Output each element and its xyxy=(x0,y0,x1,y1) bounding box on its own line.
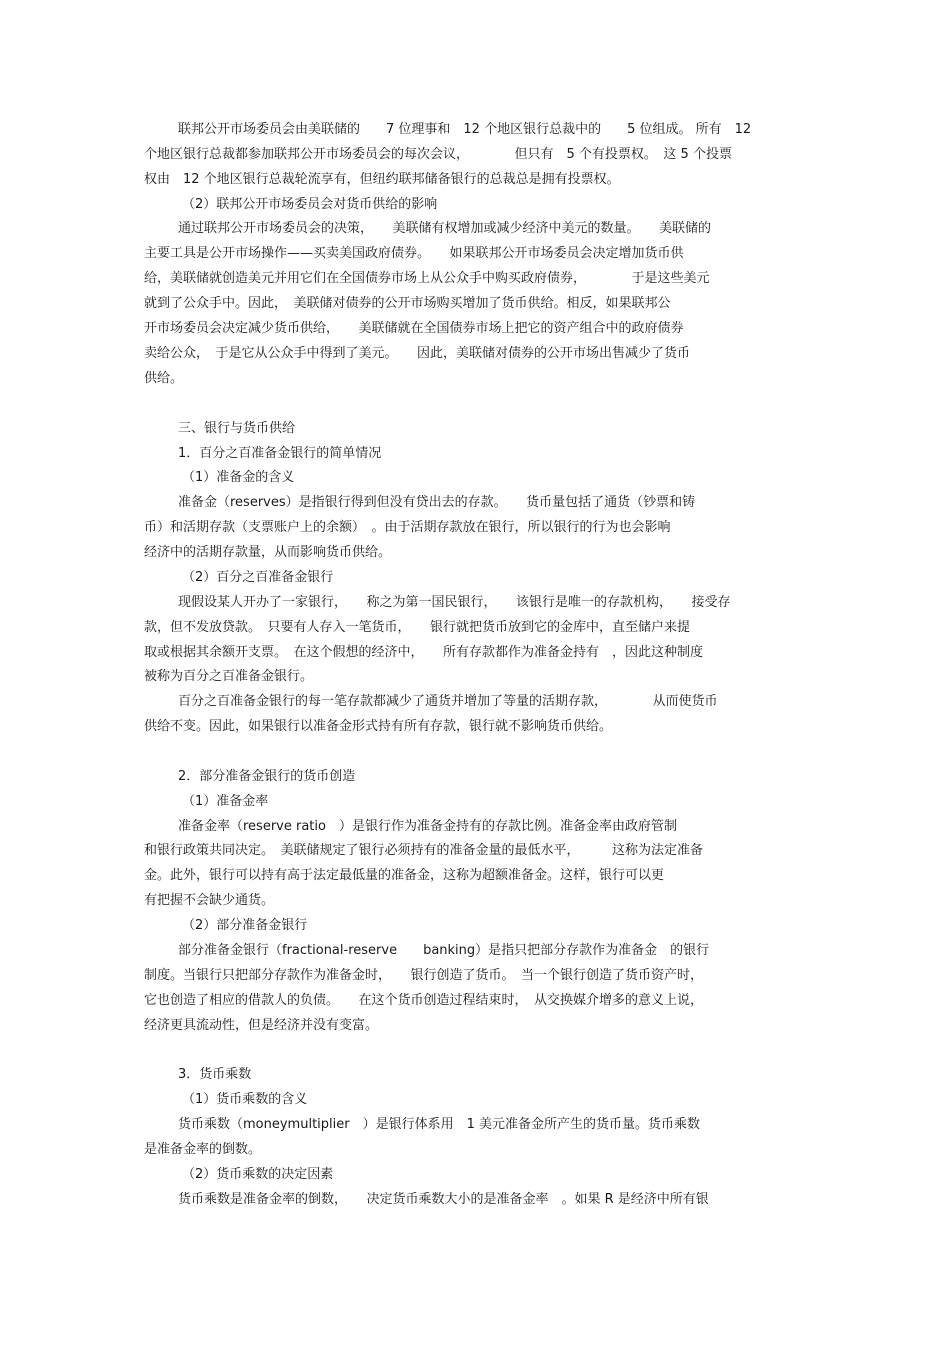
text-line: 部分准备金银行（fractional-reserve banking）是指只把部分存款作为准备金 的银行 xyxy=(178,943,710,958)
text-line: 是准备金率的倒数。 xyxy=(144,1142,262,1157)
text-line: （2）联邦公开市场委员会对货币供给的影响 xyxy=(182,197,438,212)
text-line: 制度。当银行只把部分存款作为准备金时， 银行创造了货币。 当一个银行创造了货币资产时， xyxy=(144,968,704,983)
text-line: 现假设某人开办了一家银行， 称之为第一国民银行， 该银行是唯一的存款机构， 接受存 xyxy=(178,595,731,610)
text-line: 经济中的活期存款量，从而影响货币供给。 xyxy=(144,545,392,560)
text-line: 货币乘数（moneymultiplier ）是银行体系用 1 美元准备金所产生的货币量。货币乘数 xyxy=(178,1117,700,1132)
text-line: （1）货币乘数的含义 xyxy=(182,1092,308,1107)
text-line: 1．百分之百准备金银行的简单情况 xyxy=(178,446,382,461)
text-line: （2）货币乘数的决定因素 xyxy=(182,1167,334,1182)
text-line: 准备金（reserves）是指银行得到但没有贷出去的存款。 货币量包括了通货（钞票和铸 xyxy=(178,495,696,510)
text-line: 有把握不会缺少通货。 xyxy=(144,893,275,908)
text-line: 它也创造了相应的借款人的负债。 在这个货币创造过程结束时， 从交换媒介增多的意义上说， xyxy=(144,993,704,1008)
text-line: 3．货币乘数 xyxy=(178,1067,252,1082)
text-line: 金。此外，银行可以持有高于法定最低量的准备金，这称为超额准备金。这样，银行可以更 xyxy=(144,868,665,883)
text-line: 就到了公众手中。因此， 美联储对债券的公开市场购买增加了货币供给。相反，如果联邦公 xyxy=(144,296,671,311)
text-line: 经济更具流动性，但是经济并没有变富。 xyxy=(144,1018,379,1033)
text-line: 个地区银行总裁都参加联邦公开市场委员会的每次会议， 但只有 5 个有投票权。 这 5 个投票 xyxy=(144,147,732,162)
text-line: 卖给公众， 于是它从公众手中得到了美元。 因此，美联储对债券的公开市场出售减少了货币 xyxy=(144,346,691,361)
text-line: （1）准备金率 xyxy=(182,794,269,809)
text-line: 币）和活期存款（支票账户上的余额） 。由于活期存款放在银行，所以银行的行为也会影响 xyxy=(144,520,671,535)
text-line: 2．部分准备金银行的货币创造 xyxy=(178,769,356,784)
text-line: （1）准备金的含义 xyxy=(182,470,295,485)
text-line: 联邦公开市场委员会由美联储的 7 位理事和 12 个地区银行总裁中的 5 位组成。 所有 12 xyxy=(178,122,752,137)
text-line: 主要工具是公开市场操作——买卖美国政府债券。 如果联邦公开市场委员会决定增加货币供 xyxy=(144,246,684,261)
text-line: 准备金率（reserve ratio ）是银行作为准备金持有的存款比例。准备金率由政府管制 xyxy=(178,819,677,834)
text-line: 款，但不发放贷款。 只要有人存入一笔货币， 银行就把货币放到它的金库中，直至储户来提 xyxy=(144,620,691,635)
text-line: 货币乘数是准备金率的倒数， 决定货币乘数大小的是准备金率 。如果 R 是经济中所有银 xyxy=(178,1192,709,1207)
text-line: 被称为百分之百准备金银行。 xyxy=(144,669,314,684)
text-line: 开市场委员会决定减少货币供给， 美联储就在全国债券市场上把它的资产组合中的政府债券 xyxy=(144,321,684,336)
text-line: （2）百分之百准备金银行 xyxy=(182,570,334,585)
text-line: 供给。 xyxy=(144,371,184,386)
text-line: 通过联邦公开市场委员会的决策， 美联储有权增加或减少经济中美元的数量。 美联储的 xyxy=(178,221,712,236)
text-line: 权由 12 个地区银行总裁轮流享有，但纽约联邦储备银行的总裁总是拥有投票权。 xyxy=(144,172,620,187)
text-line: （2）部分准备金银行 xyxy=(182,918,308,933)
text-line: 百分之百准备金银行的每一笔存款都减少了通货并增加了等量的活期存款， 从而使货币 xyxy=(178,694,718,709)
text-line: 三、银行与货币供给 xyxy=(178,421,296,436)
text-line: 和银行政策共同决定。 美联储规定了银行必须持有的准备金量的最低水平， 这称为法定准备 xyxy=(144,843,704,858)
text-line: 供给不变。因此，如果银行以准备金形式持有所有存款，银行就不影响货币供给。 xyxy=(144,719,613,734)
text-line: 给，美联储就创造美元并用它们在全国债券市场上从公众手中购买政府债券， 于是这些美元 xyxy=(144,271,710,286)
text-line: 取或根据其余额开支票。 在这个假想的经济中， 所有存款都作为准备金持有 ，因此这种制度 xyxy=(144,645,704,660)
